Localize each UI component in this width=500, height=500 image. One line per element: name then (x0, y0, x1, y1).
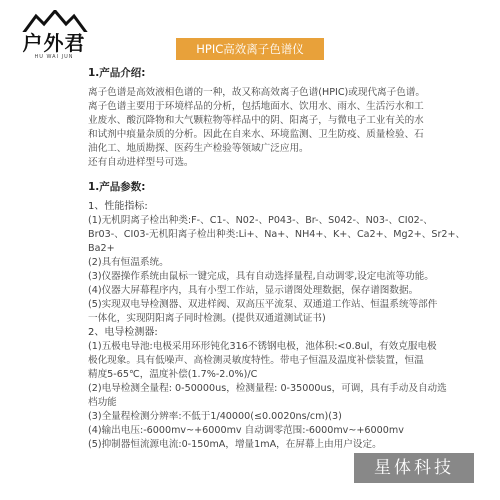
performance-section-title: 1、性能指标: (88, 201, 148, 212)
logo-subtext: HU WAI JUN (34, 54, 74, 60)
intro-line: 业废水、酸沉降物和大气颗粒物等样品中的阴、阳离子，与微电子工业有关的水 (88, 115, 424, 126)
document-body (88, 66, 490, 452)
intro-line: 离子色谱主要用于环境样品的分析，包括地面水、饮用水、雨水、生活污水和工 (88, 101, 424, 112)
spec-line: (2)电导检测全量程: 0-50000us，检测量程: 0-35000us，可调，具有手动及自动选 (88, 383, 447, 394)
spec-line: (1)五极电导池:电极采用环形钝化316不锈钢电极，池体积:<0.8ul，有效克服电极 (88, 341, 437, 352)
intro-heading: 1.产品介绍: (88, 67, 146, 79)
spec-line: 极化现象。具有低噪声、高检测灵敏度特性。带电子恒温及温度补偿装置，恒温 (88, 355, 424, 366)
spec-line: Ba2+ (88, 243, 115, 254)
spec-line: (3)全量程检测分辨率:不低于1/40000(≤0.0020ns/cm)(3) (88, 411, 342, 422)
intro-line: 油化工、地质勘探、医药生产检验等领域广泛应用。 (88, 143, 309, 154)
brand-logo (6, 10, 106, 62)
intro-line: 离子色谱是高效液相色谱的一种，故又称高效离子色谱(HPIC)或现代离子色谱。 (88, 87, 426, 98)
spec-line: (1)无机阴离子检出种类:F-、C1-、N02-、P043-、Br-、S042-、N03-、CI02-、 (88, 215, 433, 226)
spec-line: (4)仪器大屏幕程序内，具有小型工作站，显示谱图处理数据，保存谱图数据。 (88, 285, 419, 296)
intro-line: 和试剂中痕量杂质的分析。因此在自来水、环境监测、卫生防疫、质量检验、石 (88, 129, 424, 140)
logo-text: 户外君 (6, 32, 102, 54)
spec-line: (3)仪器操作系统由鼠标一键完成，具有自动选择量程,自动调零,设定电流等功能。 (88, 271, 434, 282)
spec-line: (5)实现双电导检测器、双进样阀、双高压平流泵、双通道工作站、恒温系统等部件 (88, 299, 438, 310)
detector-section-title: 2、电导检测器: (88, 327, 158, 338)
intro-line: 还有自动进样型号可选。 (88, 157, 194, 168)
spec-line: 档功能 (88, 397, 117, 408)
spec-line: 精度5-65℃，温度补偿(1.7%-2.0%)/C (88, 369, 258, 380)
product-title-banner: HPIC高效离子色谱仪 (176, 38, 324, 60)
spec-line: (2)具有恒温系统。 (88, 257, 169, 268)
detector-list (88, 340, 490, 452)
spec-line: Br03-、CI03-无机阳离子检出种类:Li+、Na+、NH4+、K+、Ca2+、Mg2+、Sr2+、 (88, 229, 466, 240)
params-heading: 1.产品参数: (88, 181, 146, 193)
watermark-badge: 星体科技 (354, 453, 474, 483)
spec-line: 一体化，实现阴阳离子同时检测。(提供双通道测试证书) (88, 313, 326, 324)
spec-line: (4)输出电压:-6000mv~+6000mv 自动调零范围:-6000mv~+6000mv (88, 425, 404, 436)
spec-line: (5)抑制器恒流源电流:0-150mA，增量1mA，在屏幕上由用户设定。 (88, 439, 382, 450)
intro-paragraph (88, 86, 490, 170)
performance-list (88, 214, 490, 326)
